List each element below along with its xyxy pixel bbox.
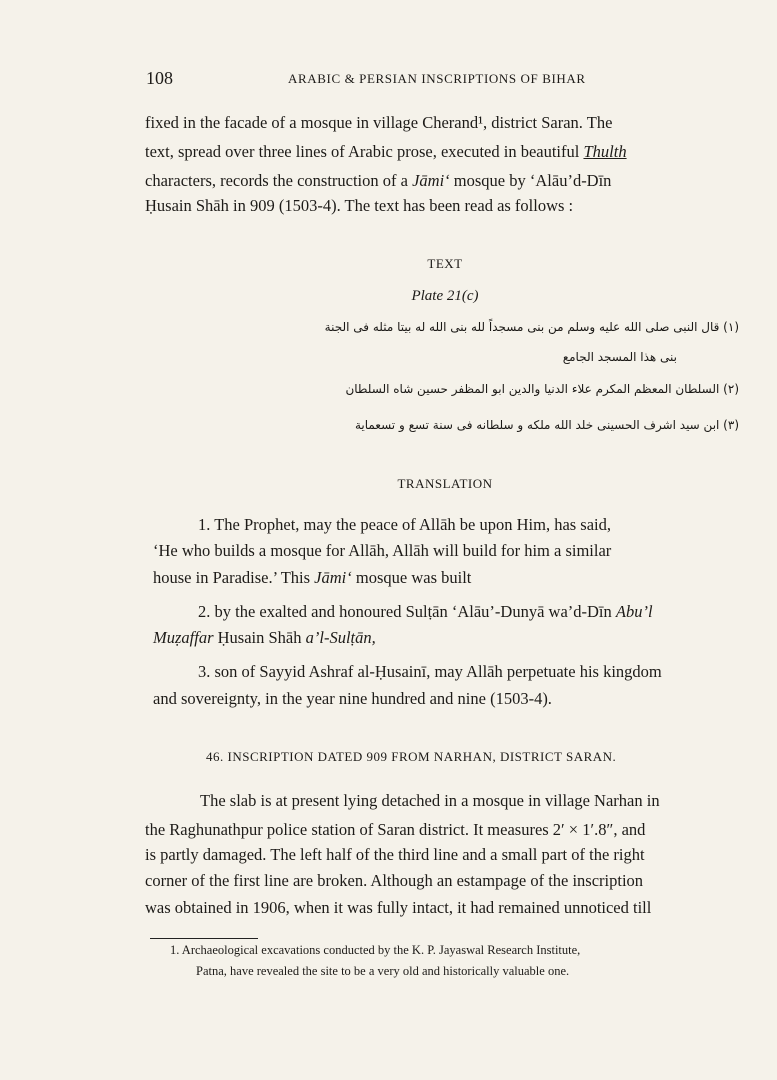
footnote-line-1: 1. Archaeological excavations conducted by the K. P. Jayaswal Research Institute, <box>170 943 581 957</box>
intro-line-4: Ḥusain Shāh in 909 (1503-4). The text has been read as follows : <box>145 196 574 215</box>
term-jami: Jāmi‘ <box>412 171 450 190</box>
arabic-line-1: (۱) قال النبی صلی الله علیه وسلم من بنی مسجداً لله بنی الله له بیتا مثله فی الجنة <box>324 320 739 334</box>
translation-line-6: 3. son of Sayyid Ashraf al-Ḥusainī, may Allāh perpetuate his kingdom <box>198 662 662 681</box>
section-46-line-3: is partly damaged. The left half of the third line and a small part of the right <box>145 845 645 864</box>
footnote-line-2: Patna, have revealed the site to be a very old and historically valuable one. <box>196 964 570 978</box>
translation-line-5 <box>153 624 376 651</box>
term-thulth: Thulth <box>583 142 627 161</box>
term-muzaffar: Muẓaffar <box>153 628 214 647</box>
translation-line-2: ‘He who builds a mosque for Allāh, Allāh will build for him a similar <box>153 541 612 560</box>
section-46-line-4: corner of the first line are broken. Although an estampage of the inscription <box>145 871 644 890</box>
arabic-line-3: (۳) ابن سید اشرف الحسینی خلد الله ملکه و سلطانه فی سنة تسع و تسعمایة <box>354 418 739 432</box>
intro-line-1: fixed in the facade of a mosque in village Cherand¹, district Saran. The <box>145 113 613 132</box>
intro-line-3-end: mosque by ‘Alāu’d-Dīn <box>449 171 612 190</box>
section-46-line-5: was obtained in 1906, when it was fully intact, it had remained unnoticed till <box>145 898 652 917</box>
arabic-line-2: (۲) السلطان المعظم المکرم علاء الدنیا والدین ابو المظفر حسین شاه السلطان <box>345 382 739 396</box>
section-46-line-2: the Raghunathpur police station of Saran district. It measures 2′ × 1′.8″, and <box>145 820 646 839</box>
intro-line-2 <box>145 137 757 166</box>
translation-line-4 <box>198 598 653 625</box>
translation-line-3-end: mosque was built <box>351 568 472 587</box>
intro-line-2-text: text, spread over three lines of Arabic prose, executed in beautiful <box>145 142 584 161</box>
translation-line-5-text: Ḥusain Shāh <box>213 628 306 647</box>
footnote-rule <box>150 938 258 939</box>
page-number: 108 <box>146 68 173 88</box>
intro-line-3-text: characters, records the construction of a <box>145 171 413 190</box>
text-heading: TEXT <box>427 256 463 271</box>
plate-label: Plate 21(c) <box>411 288 479 304</box>
term-al-sultan: a’l-Sulṭān, <box>305 628 376 647</box>
translation-heading: TRANSLATION <box>397 476 493 491</box>
section-46-line-1: The slab is at present lying detached in a mosque in village Narhan in <box>200 791 660 810</box>
section-46-heading: 46. INSCRIPTION DATED 909 FROM NARHAN, DISTRICT SARAN. <box>206 749 617 764</box>
translation-line-3 <box>153 564 471 591</box>
arabic-line-1-cont: بنی هذا المسجد الجامع <box>562 350 677 364</box>
translation-line-3-text: house in Paradise.’ This <box>153 568 315 587</box>
running-head: ARABIC & PERSIAN INSCRIPTIONS OF BIHAR <box>288 71 586 86</box>
term-jami-2: Jāmi‘ <box>314 568 352 587</box>
translation-line-7: and sovereignty, in the year nine hundred and nine (1503-4). <box>153 689 552 708</box>
page-header <box>146 68 756 90</box>
translation-line-4-text: 2. by the exalted and honoured Sulṭān ‘Alāu’-Dunyā wa’d-Dīn <box>198 602 616 621</box>
term-abul: Abu’l <box>615 602 653 621</box>
translation-line-1: 1. The Prophet, may the peace of Allāh be upon Him, has said, <box>198 515 612 534</box>
